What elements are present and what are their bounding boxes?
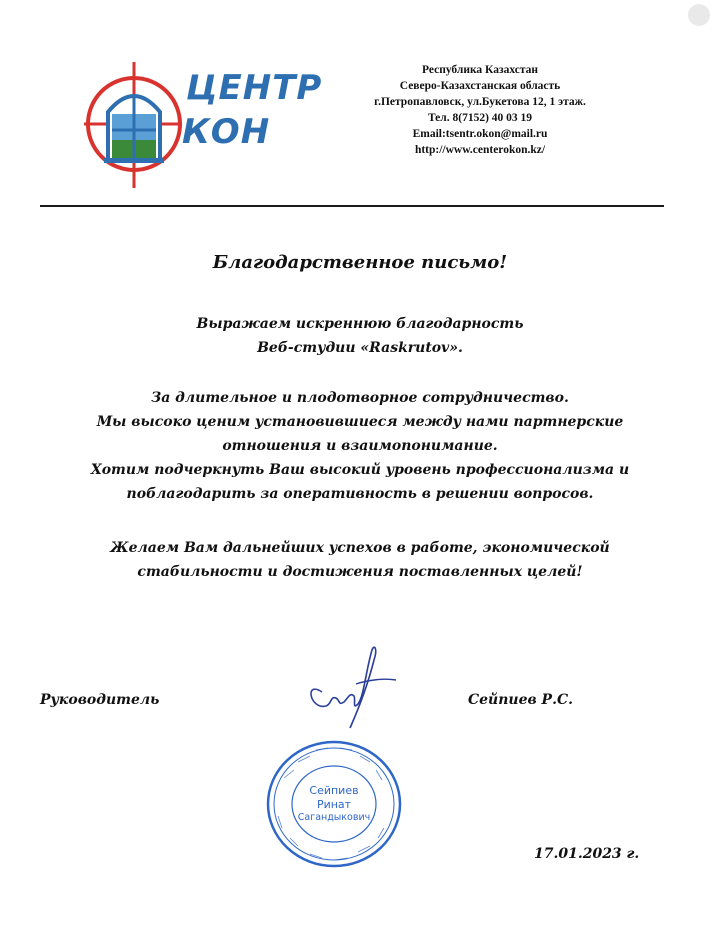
corner-mark [688,4,710,26]
header-email: Email:tsentr.okon@mail.ru [412,128,548,140]
paragraph-line: поблагодарить за оперативность в решении вопросов. [126,486,594,502]
paragraph-line: Выражаем искреннюю благодарность [196,316,524,332]
company-header [350,62,610,158]
stamp-patronymic: Сагандыкович [297,812,371,823]
paragraph-line: отношения и взаимопонимание. [222,438,498,454]
header-divider [40,205,664,207]
header-region: Северо-Казахстанская область [399,80,561,92]
letter-title: Благодарственное письмо! [212,252,508,273]
signatory-name: Сейпиев Р.С. [468,692,573,708]
letter-date: 17.01.2023 г. [534,846,640,862]
stamp-surname: Сейпиев [309,784,359,797]
paragraph-line: За длительное и плодотворное сотрудничество. [151,390,569,406]
signatory-role: Руководитель [40,692,160,708]
paragraph-line: стабильности и достижения поставленных целей! [137,564,583,580]
paragraph-cooperation [0,386,720,506]
company-logo [78,60,323,190]
paragraph-gratitude [0,312,720,360]
header-country: Республика Казахстан [421,64,539,76]
paragraph-line: Хотим подчеркнуть Ваш высокий уровень профессионализма и [90,462,630,478]
header-phone: Тел. 8(7152) 40 03 19 [427,112,533,124]
handwritten-signature [292,640,402,730]
header-address: г.Петропавловск, ул.Букетова 12, 1 этаж. [374,96,586,108]
paragraph-line: Веб-студии «Raskrutov». [257,340,463,356]
logo-word-centr: ЦЕНТР [186,68,323,108]
paragraph-line: Желаем Вам дальнейших успехов в работе, экономической [110,540,610,556]
header-website: http://www.centerokon.kz/ [414,144,546,156]
paragraph-line: Мы высоко ценим установившиеся между нами партнерские [96,414,624,430]
logo-word-kon: КОН [182,112,271,152]
official-stamp [264,738,404,870]
stamp-first-name: Ринат [316,798,352,811]
paragraph-wishes [0,536,720,584]
